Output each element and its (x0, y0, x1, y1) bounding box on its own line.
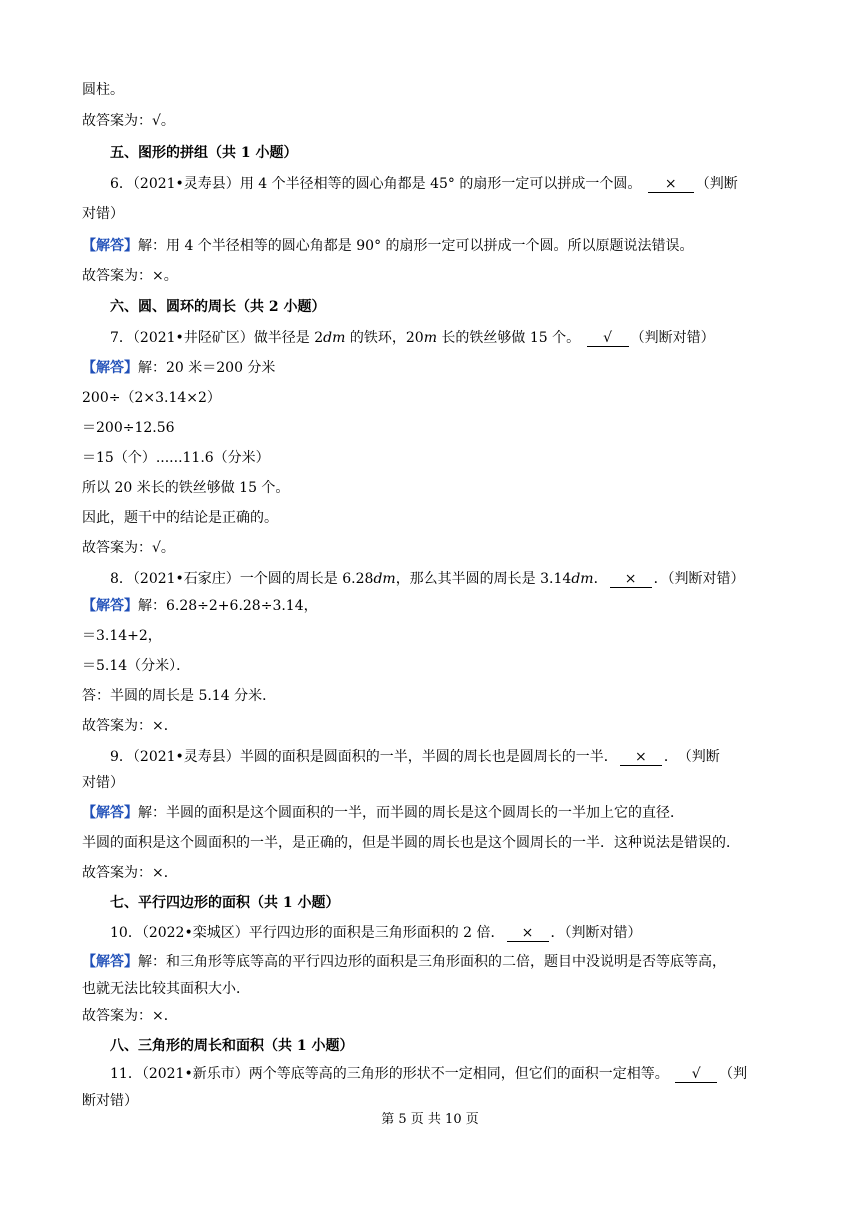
question-source: （2021•石家庄） (132, 571, 240, 587)
question-10 (110, 923, 784, 943)
section-heading: 五、图形的拼组（共 1 小题） (110, 145, 298, 161)
question-suffix: ． （判断 (663, 749, 720, 765)
solution-tag: 【解答】 (82, 238, 138, 254)
solution-text: 解：和三角形等底等高的平行四边形的面积是三角形面积的二倍，题目中没说明是否等底等高， (138, 954, 726, 970)
section-heading: 六、圆、圆环的周长（共 2 小题） (110, 299, 326, 315)
solution-line: 半圆的面积是这个圆面积的一半，是正确的，但是半圆的周长也是这个圆周长的一半．这种说法是错误的． (82, 835, 740, 851)
answer-blank: × (610, 571, 652, 588)
question-7 (110, 328, 784, 348)
question-text: 一个圆的周长是 6.28 (239, 571, 374, 587)
question-source: （2021•灵寿县） (132, 749, 240, 765)
answer-blank: √ (587, 330, 629, 347)
answer-line: 故答案为：√。 (82, 113, 175, 129)
solution-line: 因此，题干中的结论是正确的。 (82, 510, 278, 526)
solution-line: 200÷（2×3.14×2） (82, 390, 221, 406)
solution-text: 解：用 4 个半径相等的圆心角都是 90° 的扇形一定可以拼成一个圆。所以原题说法错误。 (138, 238, 694, 254)
solution-tag: 【解答】 (82, 805, 138, 821)
question-number: 10． (110, 925, 142, 941)
page-footer: 第 5 页 共 10 页 (381, 1112, 479, 1127)
question-text: 做半径是 2 (253, 330, 324, 346)
question-6-cont: 对错） (82, 206, 124, 222)
question-source: （2021•井陉矿区） (132, 330, 254, 346)
solution-9 (82, 803, 784, 823)
answer-blank: × (620, 749, 662, 766)
solution-10 (82, 952, 784, 972)
question-11-cont: 断对错） (82, 1093, 138, 1109)
solution-line: 也就无法比较其面积大小． (82, 981, 250, 997)
answer-blank: × (648, 176, 694, 193)
unit-text: dm (323, 330, 346, 346)
solution-line: ＝15（个）......11.6（分米） (82, 450, 270, 466)
question-suffix: （判断 (695, 176, 738, 192)
text-line: 圆柱。 (82, 82, 124, 98)
question-text: 的铁环，20 (345, 330, 424, 346)
question-suffix: （判断对错） (630, 330, 715, 346)
answer-line: 故答案为：√。 (82, 540, 175, 556)
question-suffix: （判 (719, 1066, 748, 1082)
question-suffix: ．（判断对错） (550, 925, 642, 941)
answer-line: 故答案为：×． (82, 718, 178, 734)
question-text: 长的铁丝够做 15 个。 (436, 330, 581, 346)
question-8 (110, 569, 784, 589)
question-text: ，那么其半圆的周长是 3.14 (395, 571, 572, 587)
solution-6 (82, 236, 784, 256)
solution-line: 所以 20 米长的铁丝够做 15 个。 (82, 480, 290, 496)
question-9 (110, 747, 784, 767)
unit-text: dm (373, 571, 396, 587)
section-heading: 八、三角形的周长和面积（共 1 小题） (110, 1038, 354, 1054)
question-source: （2021•新乐市） (141, 1066, 249, 1082)
solution-text: 解：半圆的面积是这个圆面积的一半，而半圆的周长是这个圆周长的一半加上它的直径． (138, 805, 684, 821)
question-9-cont: 对错） (82, 775, 124, 791)
solution-tag: 【解答】 (82, 954, 138, 970)
question-source: （2022•栾城区） (141, 925, 249, 941)
solution-text: 解：6.28÷2+6.28÷3.14， (138, 598, 318, 614)
question-6 (110, 174, 784, 194)
question-number: 9． (110, 749, 133, 765)
question-number: 8． (110, 571, 133, 587)
question-text: 平行四边形的面积是三角形面积的 2 倍． (248, 925, 505, 941)
question-text: 用 4 个半径相等的圆心角都是 45° 的扇形一定可以拼成一个圆。 (239, 176, 642, 192)
question-number: 11． (110, 1066, 142, 1082)
question-11 (110, 1064, 784, 1084)
solution-text: 解：20 米＝200 分米 (138, 360, 276, 376)
solution-line: 答：半圆的周长是 5.14 分米． (82, 688, 277, 704)
question-text: ． (593, 571, 608, 587)
solution-7 (82, 358, 784, 378)
solution-line: ＝3.14+2， (82, 628, 162, 644)
solution-line: ＝5.14（分米）． (82, 658, 191, 674)
solution-tag: 【解答】 (82, 360, 138, 376)
section-heading: 七、平行四边形的面积（共 1 小题） (110, 895, 340, 911)
solution-tag: 【解答】 (82, 598, 138, 614)
answer-line: 故答案为：×． (82, 1008, 178, 1024)
question-suffix: ．（判断对错） (653, 571, 745, 587)
unit-text: dm (571, 571, 594, 587)
question-number: 7． (110, 330, 133, 346)
question-text: 半圆的面积是圆面积的一半，半圆的周长也是圆周长的一半． (239, 749, 618, 765)
answer-blank: √ (675, 1066, 717, 1083)
answer-line: 故答案为：×． (82, 865, 178, 881)
unit-text: m (423, 330, 437, 346)
question-text: 两个等底等高的三角形的形状不一定相同，但它们的面积一定相等。 (248, 1066, 669, 1082)
answer-line: 故答案为：×。 (82, 268, 178, 284)
solution-line: ＝200÷12.56 (82, 420, 175, 436)
question-number: 6． (110, 176, 133, 192)
question-source: （2021•灵寿县） (132, 176, 240, 192)
solution-8 (82, 596, 784, 616)
answer-blank: × (507, 925, 549, 942)
